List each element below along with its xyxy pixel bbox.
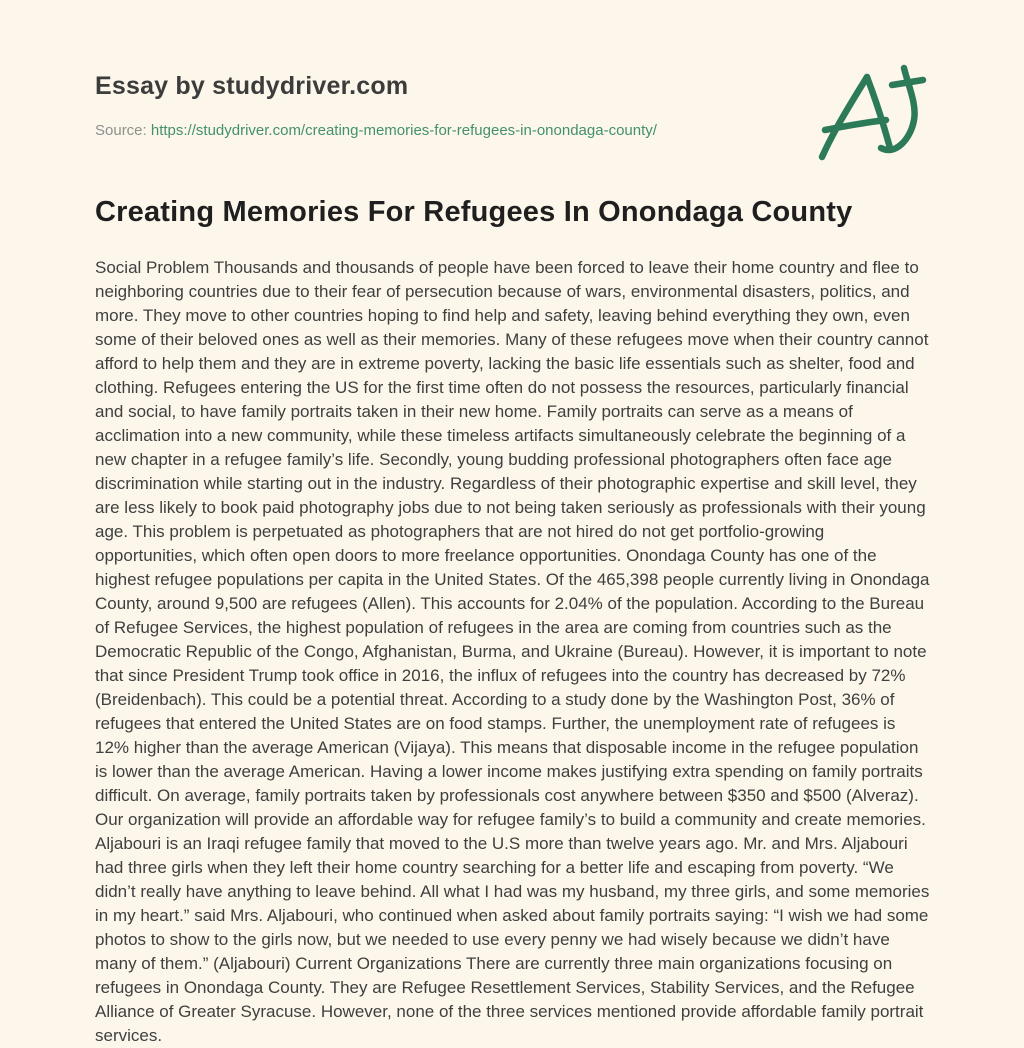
- source-link[interactable]: https://studydriver.com/creating-memories-for-refugees-in-onondaga-county/: [150, 122, 657, 139]
- source-label: Source:: [95, 122, 147, 139]
- article-body: Social Problem Thousands and thousands of people have been forced to leave their home country and flee to neighboring countries due to their fear of persecution because of wars, environmental disasters, politics, and more. They move to other countries hoping to find help and safety, leaving behind everything they own, even some of their beloved ones as well as their memories. Many of these refugees move when their country cannot afford to help them and they are in extreme poverty, lacking the basic life essentials such as shelter, food and clothing. Refugees entering the US for the first time often do not possess the resources, particularly financial and social, to have family portraits taken in their new home. Family portraits can serve as a means of acclimation into a new community, while these timeless artifacts simultaneously celebrate the beginning of a new chapter in a refugee family’s life. Secondly, young budding professional photographers often face age discrimination while starting out in the industry. Regardless of their photographic expertise and skill level, they are less likely to book paid photography jobs due to not being taken seriously as professionals with their young age. This problem is perpetuated as photographers that are not hired do not get portfolio-growing opportunities, which often open doors to more freelance opportunities. Onondaga County has one of the highest refugee populations per capita in the United States. Of the 465,398 people currently living in Onondaga County, around 9,500 are refugees (Allen). This accounts for 2.04% of the population. According to the Bureau of Refugee Services, the highest population of refugees in the area are coming from countries such as the Democratic Republic of the Congo, Afghanistan, Burma, and Ukraine (Bureau). However, it is important to note that since President Trump took office in 2016, the influx of refugees into the country has decreased by 72% (Breidenbach). This could be a potential threat. According to a study done by the Washington Post, 36% of refugees that entered the United States are on food stamps. Further, the unemployment rate of refugees is 12% higher than the average American (Vijaya). This means that disposable income in the refugee population is lower than the average American. Having a lower income makes justifying extra spending on family portraits difficult. On average, family portraits taken by professionals cost anywhere between $350 and $500 (Alveraz). Our organization will provide an affordable way for refugee family’s to build a community and create memories. Aljabouri is an Iraqi refugee family that moved to the U.S more than twelve years ago. Mr. and Mrs. Aljabouri had three girls when they left their home country searching for a better life and escaping from poverty. “We didn’t really have anything to leave behind. All what I had was my husband, my three girls, and some memories in my heart.” said Mrs. Aljabouri, who continued when asked about family portraits saying: “I wish we had some photos to show to the girls now, but we needed to use every penny we had wisely because we didn’t have many of them.” (Aljabouri) Current Organizations There are currently three main organizations focusing on refugees in Onondaga County. They are Refugee Resettlement Services, Stability Services, and the Refugee Alliance of Greater Syracuse. However, none of the three services mentioned provide affordable family portrait services.: [95, 258, 930, 1045]
- a-plus-logo-strokes: [822, 68, 923, 157]
- a-plus-logo-icon: [818, 60, 928, 170]
- source-line: [95, 122, 931, 140]
- article-title: Creating Memories For Refugees In Onondaga County: [95, 196, 853, 228]
- site-heading: Essay by studydriver.com: [95, 72, 409, 100]
